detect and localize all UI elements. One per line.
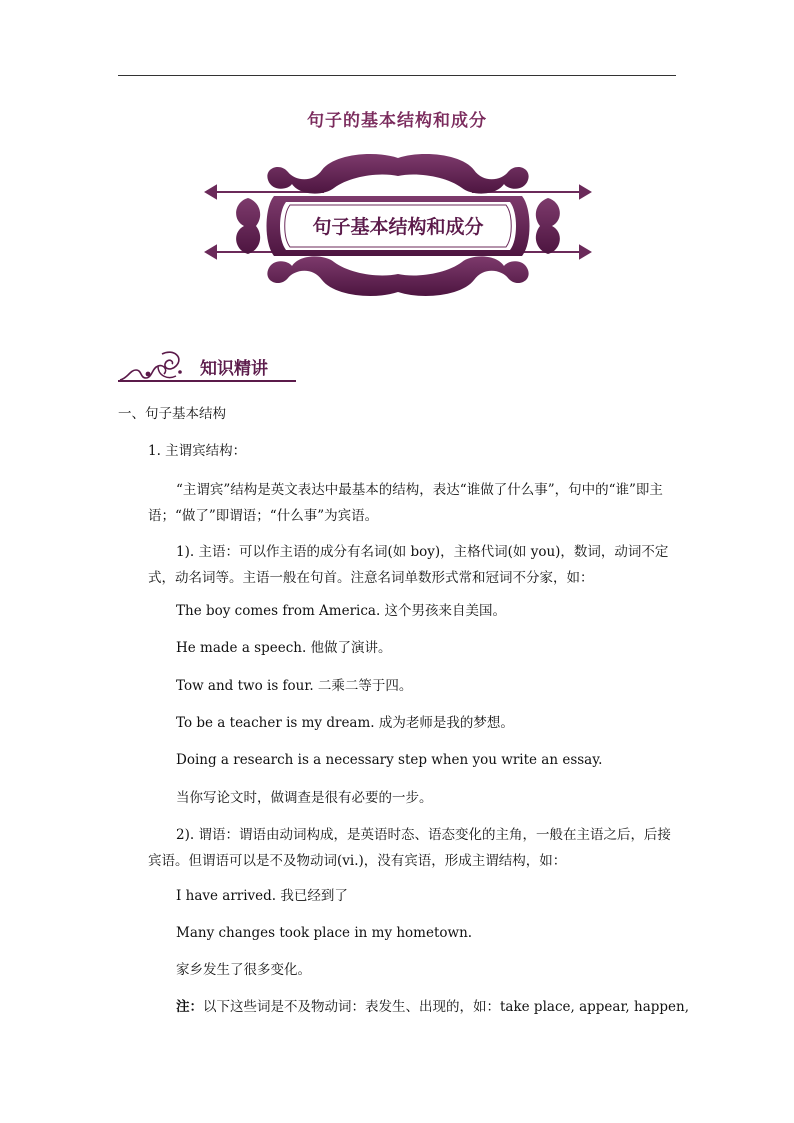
subject-example: Doing a research is a necessary step when you write an essay. [176, 752, 603, 768]
section-heading-rule [118, 380, 296, 382]
predicate-example: 家乡发生了很多变化。 [176, 962, 311, 978]
section-heading-label: 知识精讲 [200, 359, 268, 379]
note-label: 注： [176, 999, 203, 1015]
note-line [176, 996, 689, 1018]
subject-example: To be a teacher is my dream. 成为老师是我的梦想。 [176, 715, 514, 731]
flourish-icon [118, 348, 198, 384]
banner-text: 句子基本结构和成分 [312, 216, 484, 238]
heading-1-1: 1. 主谓宾结构： [148, 443, 247, 459]
subject-example: He made a speech. 他做了演讲。 [176, 640, 392, 656]
document-title: 句子的基本结构和成分 [307, 111, 487, 131]
subject-definition: 1). 主语：可以作主语的成分有名词(如 boy)，主格代词(如 you)，数词，动词不定式，动名词等。主语一般在句首。注意名词单数形式常和冠词不分家，如： [148, 544, 669, 586]
intro-paragraph: “主谓宾”结构是英文表达中最基本的结构，表达“谁做了什么事”，句中的“谁”即主语；“做了”即谓语；“什么事”为宾语。 [148, 482, 663, 524]
heading-1: 一、句子基本结构 [118, 406, 226, 422]
header-rule [118, 75, 676, 76]
note-text: 以下这些词是不及物动词：表发生、出现的，如：take place, appear, happen, [203, 999, 689, 1015]
predicate-example: Many changes took place in my hometown. [176, 925, 473, 941]
predicate-definition: 2). 谓语：谓语由动词构成，是英语时态、语态变化的主角，一般在主语之后，后接宾语。但谓语可以是不及物动词(vi.)，没有宾语，形成主谓结构，如： [148, 827, 671, 869]
subject-example: The boy comes from America. 这个男孩来自美国。 [176, 603, 507, 619]
predicate-example: I have arrived. 我已经到了 [176, 888, 348, 904]
decorative-banner [204, 150, 592, 300]
section-heading [118, 348, 298, 384]
subject-example: Tow and two is four. 二乘二等于四。 [176, 678, 413, 694]
subject-example: 当你写论文时，做调查是很有必要的一步。 [176, 790, 433, 806]
